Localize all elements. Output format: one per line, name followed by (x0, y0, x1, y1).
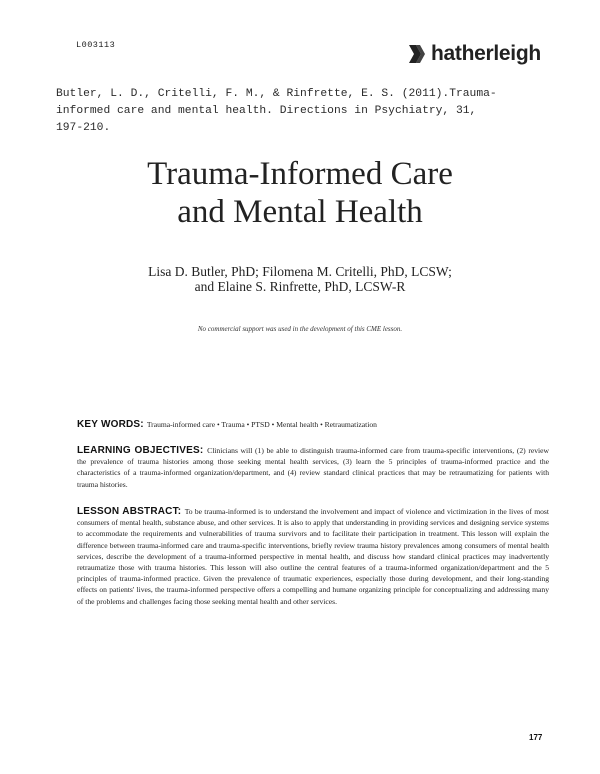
publisher-logo (408, 42, 541, 66)
lesson-abstract-label: LESSON ABSTRACT: (77, 506, 185, 517)
publisher-name: hatherleigh (431, 42, 541, 65)
cme-disclaimer: No commercial support was used in the development of this CME lesson. (197, 325, 403, 333)
document-code: L003113 (76, 40, 116, 50)
learning-objectives-label: LEARNING OBJECTIVES: (77, 445, 208, 456)
article-title: Trauma-Informed Care and Mental Health (147, 156, 453, 230)
authors: Lisa D. Butler, PhD; Filomena M. Critelli, PhD, LCSW; and Elaine S. Rinfrette, PhD, LCSW-R (148, 264, 452, 294)
lesson-abstract-section (77, 506, 549, 607)
page-number: 177 (529, 733, 543, 742)
learning-objectives-section (77, 445, 549, 490)
key-words-section (77, 419, 549, 430)
key-words-label: KEY WORDS: (77, 419, 147, 430)
lesson-abstract-text: To be trauma-informed is to understand the involvement and impact of violence and victimization in the lives of most consumers of mental health, substance abuse, and other services. It is also to apply that understanding in providing services and designing service systems to accommodate the requirements and vulnerabilities of trauma survivors and to facilitate their participation in treatment. This lesson will explain the difference between trauma-informed care and trauma-specific interventions, briefly review trauma history prevalences among consumers of mental health services, describe the development of a trauma-informed perspective in mental health, and discuss how standard clinical practices may inadvertently retraumatize those with trauma histories. This lesson will also outline the central features of a trauma-informed organization/department and the 5 principles of trauma-informed practice. Given the prevalence of traumatic experiences, especially those during development, and their long-standing effects on patients' lives, the trauma-informed perspective offers a compelling and humane organizing principle for conceptualizing and addressing many of the problems and challenges facing those seeking mental health and other services. (77, 507, 549, 606)
double-chevron-icon (408, 42, 428, 66)
citation: Butler, L. D., Critelli, F. M., & Rinfrette, E. S. (2011).Trauma- informed care and mental health. Directions in Psychiatry, 31, 197-210. (56, 88, 497, 134)
key-words-text: Trauma-informed care • Trauma • PTSD • Mental health • Retraumatization (146, 420, 377, 429)
learning-objectives-text: Clinicians will (1) be able to distinguish trauma-informed care from trauma-specific interventions, (2) review the prevalence of trauma histories among those seeking mental health services, (3) learn the 5 principles of trauma-informed practice and the characteristics of a trauma-informed organization/department, and (4) review standard clinical practices that may be retraumatizing for patients with trauma histories. (77, 446, 549, 489)
